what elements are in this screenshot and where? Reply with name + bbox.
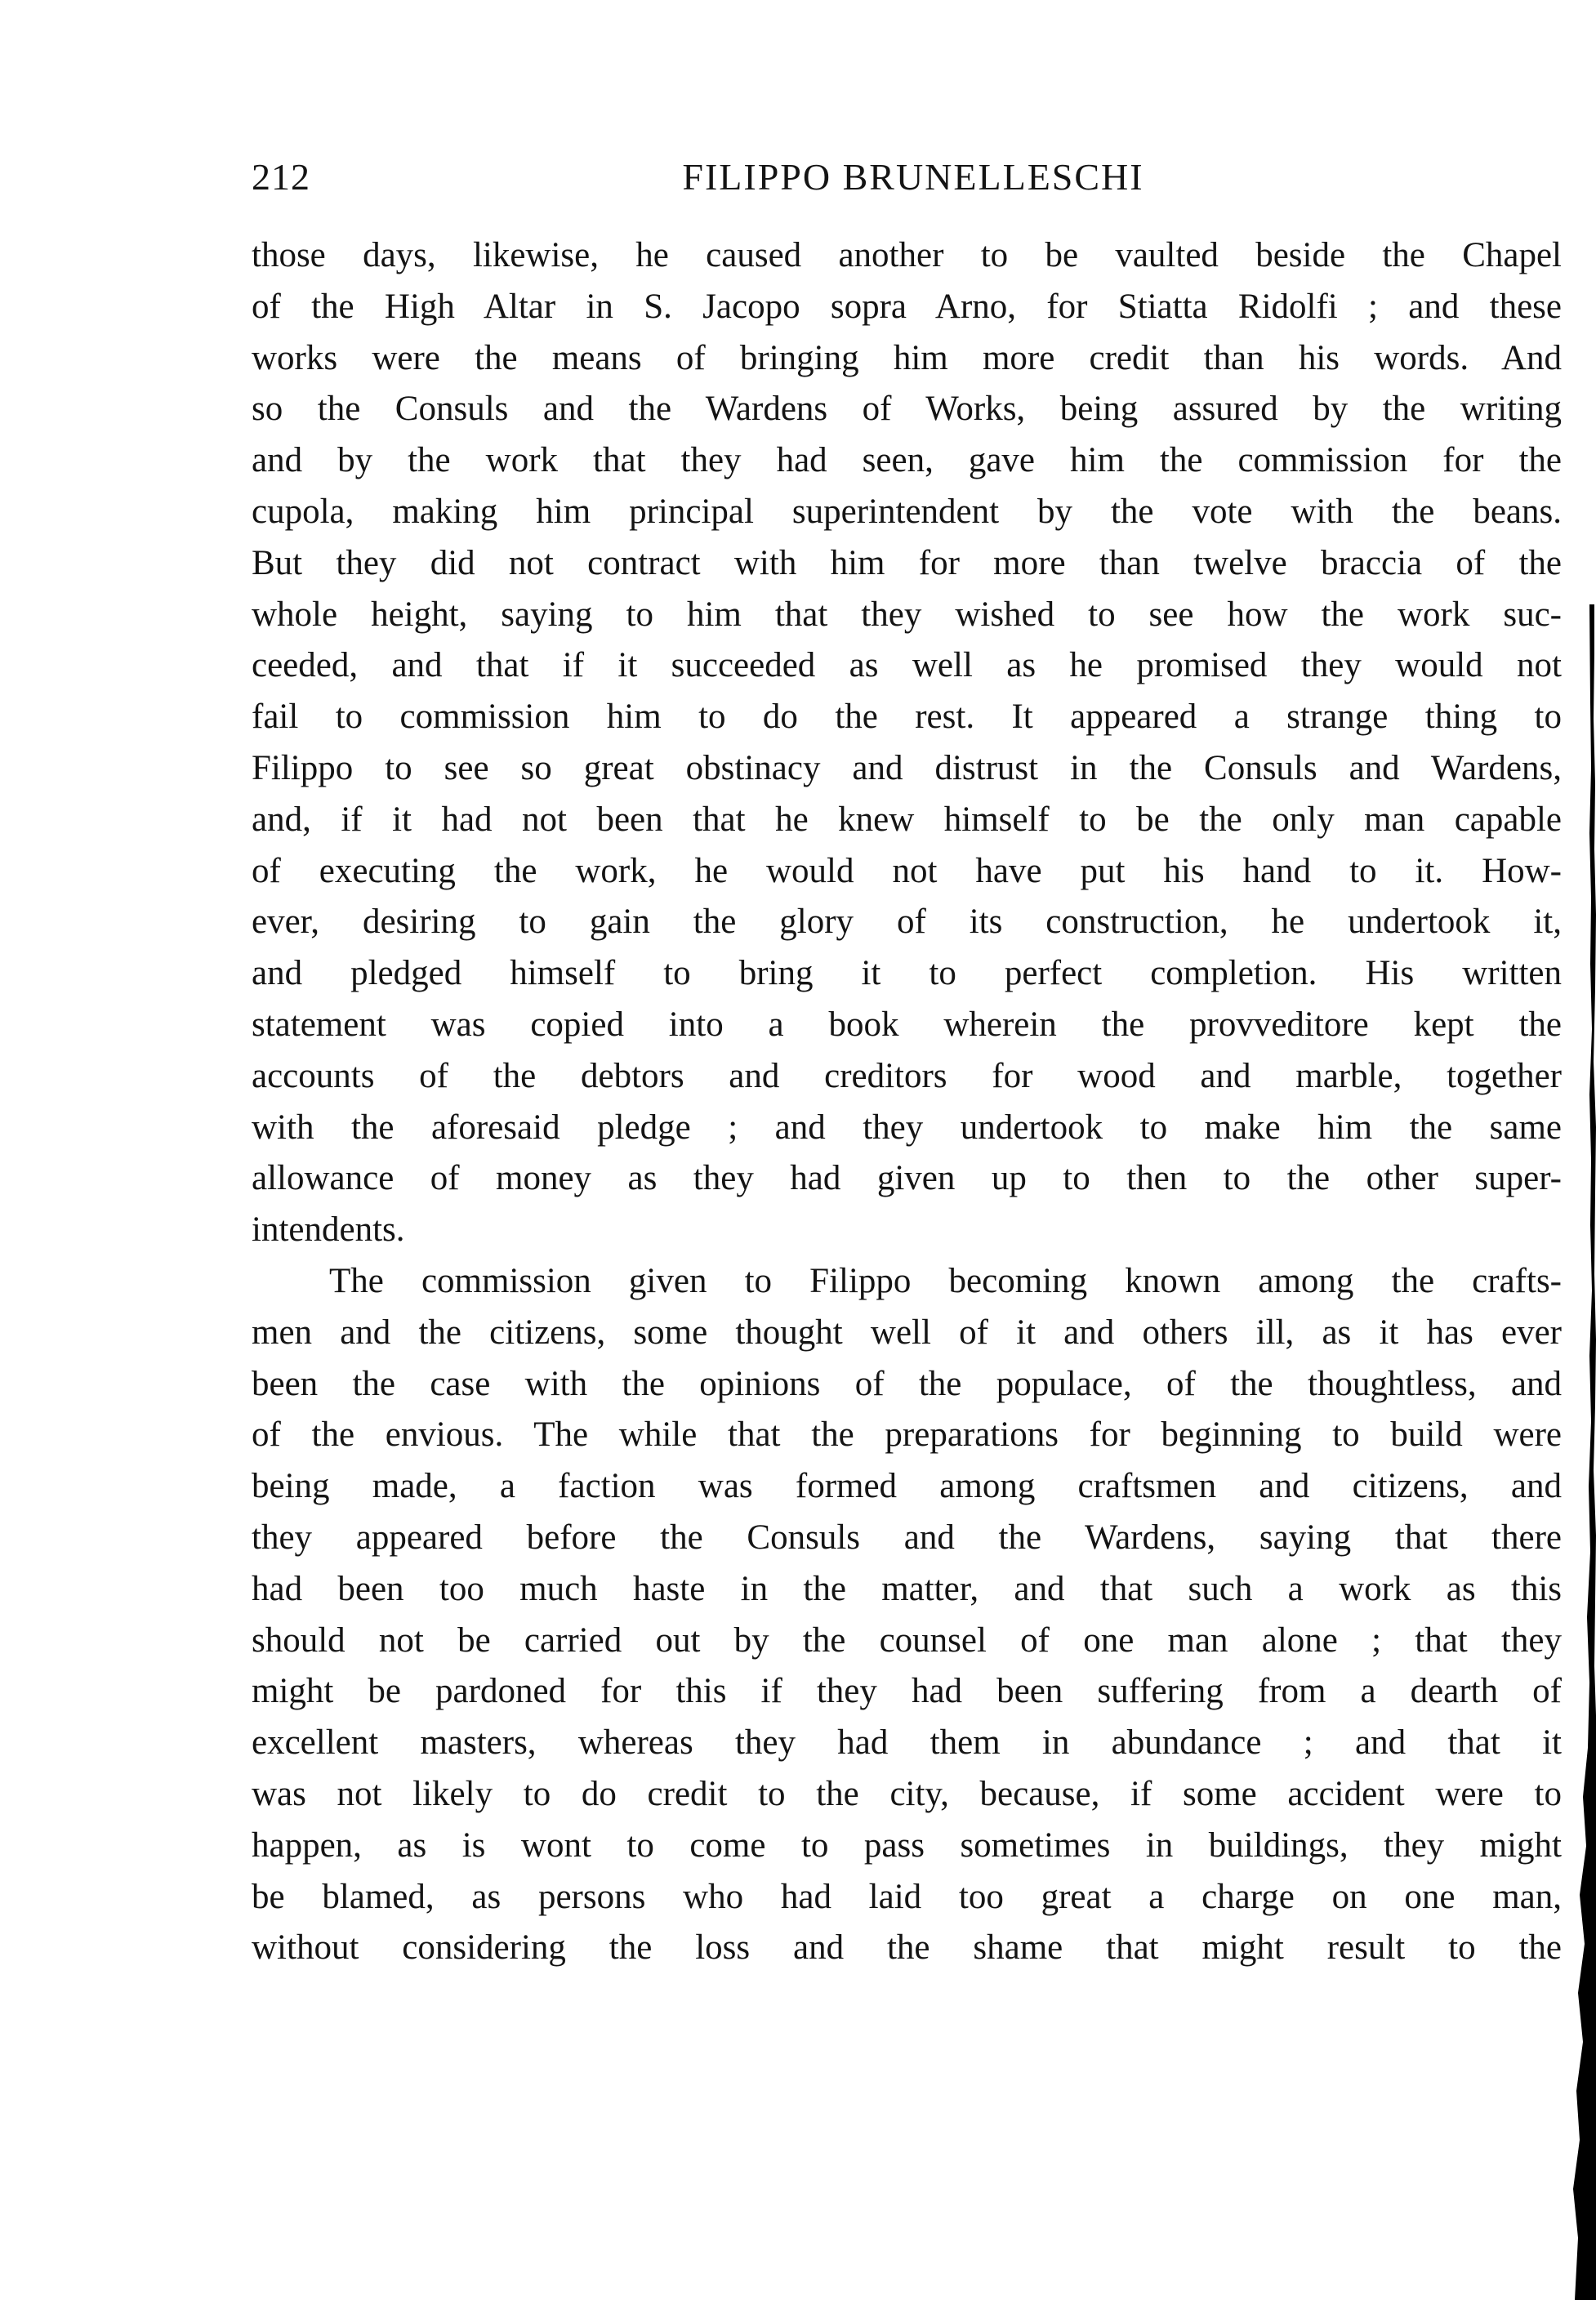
text-line: men and the citizens, some thought well of it and others ill, as it has ever xyxy=(252,1313,1562,1352)
text-line: But they did not contract with him for more than twelve braccia of the xyxy=(252,543,1562,582)
text-line: Filippo to see so great obstinacy and distrust in the Consuls and Wardens, xyxy=(252,748,1562,787)
text-line: so the Consuls and the Wardens of Works, being assured by the writing xyxy=(252,390,1562,429)
text-line: be blamed, as persons who had laid too great a charge on one man, xyxy=(252,1877,1562,1916)
paragraph-2 xyxy=(252,1256,1562,1974)
text-line: and, if it had not been that he knew himself to be the only man capable xyxy=(252,800,1562,839)
text-line: they appeared before the Consuls and the Wardens, saying that there xyxy=(252,1518,1562,1557)
text-line: intendents. xyxy=(252,1210,405,1250)
running-title: FILIPPO BRUNELLESCHI xyxy=(682,156,1144,198)
text-line: been the case with the opinions of the populace, of the thoughtless, and xyxy=(252,1364,1562,1403)
text-line: cupola, making him principal superintendent by the vote with the beans. xyxy=(252,492,1562,531)
text-line: excellent masters, whereas they had them in abundance ; and that it xyxy=(252,1723,1562,1763)
text-line: fail to commission him to do the rest. It appeared a strange thing to xyxy=(252,698,1562,737)
text-line: should not be carried out by the counsel of one man alone ; that they xyxy=(252,1620,1562,1660)
running-head xyxy=(252,149,1575,206)
text-line: whole height, saying to him that they wished to see how the work suc- xyxy=(252,595,1562,634)
text-line: happen, as is wont to come to pass sometimes in buildings, they might xyxy=(252,1825,1562,1865)
text-line: The commission given to Filippo becoming known among the crafts- xyxy=(329,1261,1562,1300)
page-number: 212 xyxy=(252,156,310,198)
text-line: statement was copied into a book wherein the provveditore kept the xyxy=(252,1005,1562,1044)
text-line: and pledged himself to bring it to perfect completion. His written xyxy=(252,954,1562,993)
text-line: works were the means of bringing him more credit than his words. And xyxy=(252,338,1562,377)
text-line: without considering the loss and the shame that might result to the xyxy=(252,1928,1562,1968)
text-line: being made, a faction was formed among craftsmen and citizens, and xyxy=(252,1467,1562,1506)
text-line: of executing the work, he would not have put his hand to it. How- xyxy=(252,851,1562,890)
body-text xyxy=(252,230,1562,1974)
text-line: ever, desiring to gain the glory of its construction, he undertook it, xyxy=(252,903,1562,942)
text-line: of the High Altar in S. Jacopo sopra Arno, for Stiatta Ridolfi ; and these xyxy=(252,287,1562,326)
text-line: and by the work that they had seen, gave him the commission for the xyxy=(252,441,1562,480)
page-edge-shadow xyxy=(1573,604,1596,2300)
text-line: accounts of the debtors and creditors for wood and marble, together xyxy=(252,1056,1562,1095)
paragraph-1 xyxy=(252,230,1562,1256)
text-line: might be pardoned for this if they had been suffering from a dearth of xyxy=(252,1672,1562,1711)
scanned-page-edge xyxy=(1567,604,1596,2300)
text-line: had been too much haste in the matter, and that such a work as this xyxy=(252,1569,1562,1608)
text-line: was not likely to do credit to the city, because, if some accident were to xyxy=(252,1774,1562,1813)
text-line: those days, likewise, he caused another to be vaulted beside the Chapel xyxy=(252,236,1562,274)
text-line: ceeded, and that if it succeeded as well as he promised they would not xyxy=(252,646,1562,685)
text-line: with the aforesaid pledge ; and they undertook to make him the same xyxy=(252,1108,1562,1147)
text-line: allowance of money as they had given up to then to the other super- xyxy=(252,1159,1562,1198)
text-line: of the envious. The while that the preparations for beginning to build were xyxy=(252,1415,1562,1455)
